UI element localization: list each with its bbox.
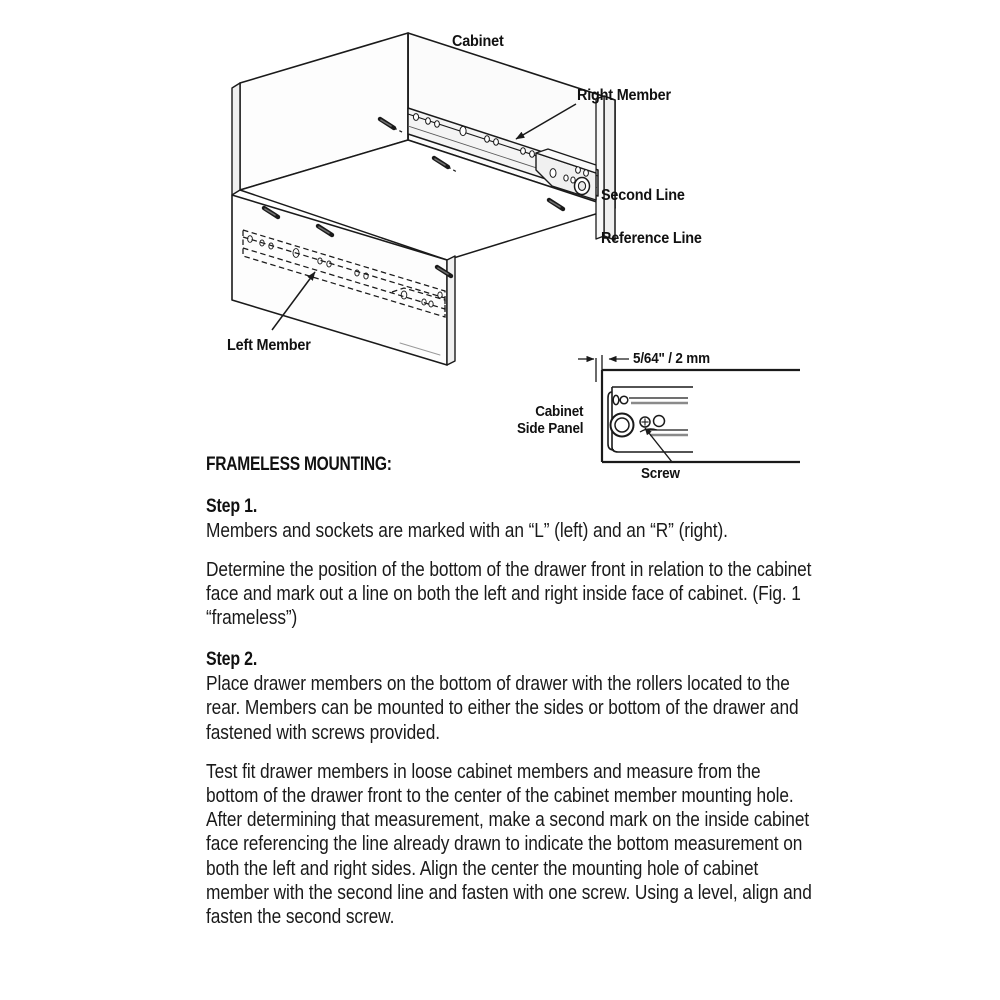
detail-slide-rail-profile <box>608 387 693 452</box>
label-right-member: Right Member <box>577 87 671 104</box>
step-2-heading: Step 2. <box>206 649 258 671</box>
step-1-paragraph-1: Members and sockets are marked with an “L” (left) and an “R” (right). <box>206 519 728 542</box>
label-cabinet-side-panel <box>517 404 583 438</box>
label-cabinet-side-panel-line2: Side Panel <box>517 421 584 438</box>
label-cabinet-side-panel-line1: Cabinet <box>535 404 584 420</box>
label-reference-line: Reference Line <box>601 230 702 247</box>
label-dimension-measurement: 5/64" / 2 mm <box>633 351 710 367</box>
cabinet-side-panel-section <box>602 370 800 462</box>
step-2-paragraph-1: Place drawer members on the bottom of drawer with the rollers located to the rear. Members can be mounted to either the sides or bottom of the drawer and fastened with screws provided. <box>206 673 799 744</box>
step-1-heading: Step 1. <box>206 495 258 517</box>
cabinet-left-panel-edge <box>232 83 240 195</box>
cabinet-right-side-panel <box>596 96 615 240</box>
step-1-paragraph-2: Determine the position of the bottom of the drawer front in relation to the cabinet face and mark out a line on both the left and right inside face of cabinet. (Fig. 1 “frameless”) <box>206 558 812 630</box>
label-cabinet: Cabinet <box>452 33 504 50</box>
label-left-member: Left Member <box>227 337 311 354</box>
dimension-callout-geometry <box>578 355 629 382</box>
label-second-line: Second Line <box>601 187 685 204</box>
cabinet-isometric-drawing <box>232 33 615 365</box>
label-screw: Screw <box>641 466 680 482</box>
step-2-paragraph-2: Test fit drawer members in loose cabinet members and measure from the bottom of the drawer front to the center of the cabinet member mounting hole. After determining that measurement, make a second mark on the inside cabinet face referencing the line already drawn to indicate the bottom measurement on both the left and right sides. Align the center the mounting hole of cabinet member with the second line and fasten with one screw. Using a level, align and fasten the second screw. <box>206 760 812 929</box>
detail-section-diagram <box>578 355 800 462</box>
section-heading-frameless-mounting: FRAMELESS MOUNTING: <box>206 454 392 475</box>
instructions-text-block <box>206 455 818 944</box>
